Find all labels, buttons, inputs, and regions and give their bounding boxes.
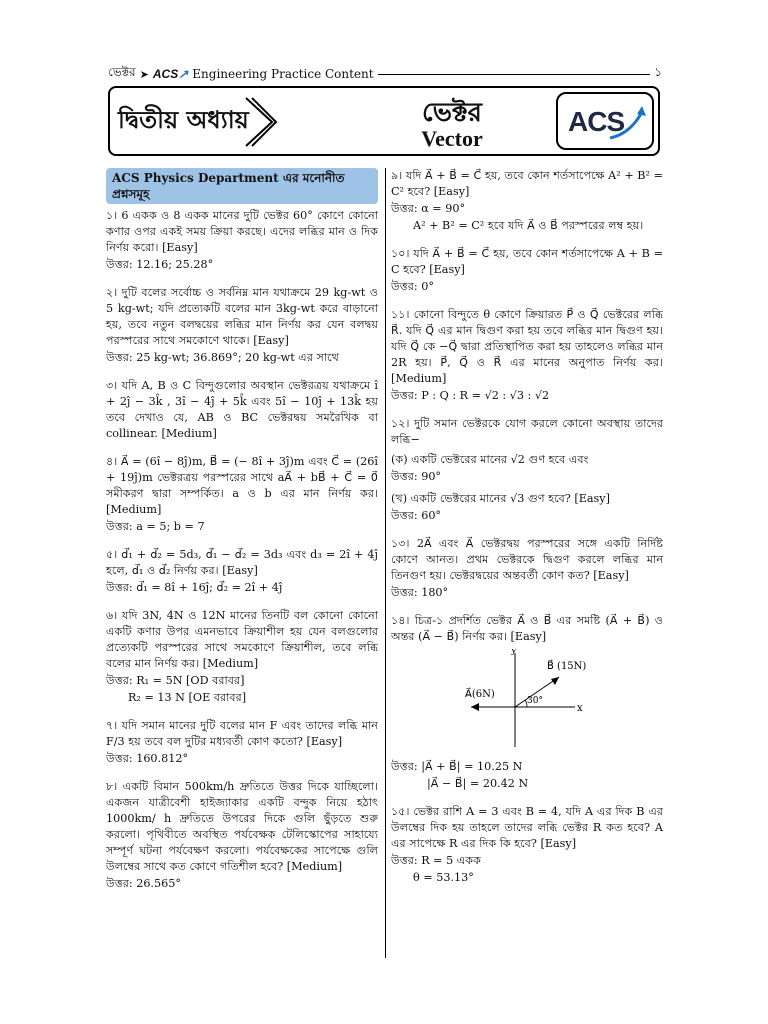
question-5 (106, 547, 378, 596)
running-header-chapter: ভেক্টর (108, 65, 136, 79)
answer-text: উত্তর: 160.812° (106, 752, 189, 765)
answer-text: উত্তর: R₁ = 5N [OD বরাবর] (106, 674, 245, 687)
page-number: ১ (654, 65, 662, 79)
question-13 (391, 536, 663, 601)
question-14 (391, 613, 663, 645)
x-axis-label: x (577, 703, 583, 714)
answer-text: উত্তর: 0° (391, 280, 434, 293)
question-12-part-b (391, 491, 663, 524)
chapter-title-english: Vector (421, 126, 483, 151)
answer-text-extra: θ = 53.13° (413, 871, 474, 884)
question-9 (391, 168, 663, 234)
question-12-part-a (391, 452, 663, 485)
vector-diagram (451, 649, 611, 749)
department-badge: ACS Physics Department এর মনোনীত প্রশ্নসমূহ (106, 168, 378, 204)
logo-swoosh-icon (558, 94, 654, 150)
question-11 (391, 307, 663, 404)
question-text: ৪। A⃗ = (6î − 8ĵ)m, B⃗ = (− 8î + 3ĵ)m এবং C⃗ = (26î + 19ĵ)m ভেক্টরত্রয় পরস্পরের সাথে aA⃗ + bB⃗ + C⃗ = 0⃗ সমীকরণ দ্বারা সম্পর্কিত। a ও b এর মান নির্ণয় কর। [Medium] (106, 455, 378, 516)
question-text: ৬। যদি 3N, 4N ও 12N মানের তিনটি বল কোনো কোনো একটি কণার উপর এমনভাবে ক্রিয়াশীল হয় যেন বলগুলোর প্রত্যেকটি পরস্পরের সাথে সমকোণে ক্রিয়াশীল, তবে লব্ধি বলের মান নির্ণয় কর। [Medium] (106, 609, 378, 670)
running-header (108, 66, 662, 82)
answer-text: উত্তর: R = 5 একক (391, 854, 481, 867)
question-text: ৩। যদি A, B ও C বিন্দুগুলোর অবস্থান ভেক্টরত্রয় যথাক্রমে î + 2ĵ − 3k̂ , 3î − 4ĵ + 5k̂ এবং 5î − 10ĵ + 13k̂ হয় তবে দেখাও যে, AB ও BC ভেক্টরদ্বয় সমরৈখিক বা collinear. [Medium] (106, 379, 378, 440)
running-header-title: Engineering Practice Content (192, 67, 374, 81)
question-text: ৫। d⃗₁ + d⃗₂ = 5d₃, d⃗₁ − d⃗₂ = 3d₃ এবং d₃ = 2î + 4ĵ হলে, d⃗₁ ও d⃗₂ নির্ণয় কর। [Easy] (106, 548, 378, 577)
answer-text-extra: |A⃗ − B⃗| = 20.42 N (427, 777, 529, 790)
answer-text: উত্তর: P : Q : R = √2 : √3 : √2 (391, 389, 550, 402)
header-rule (378, 74, 651, 75)
acs-logo-small-text: ACS (152, 67, 179, 81)
y-axis-label: y (511, 649, 517, 656)
angle-label: 30° (527, 696, 543, 706)
question-text: ১৪। চিত্র-১ প্রদর্শিত ভেক্টর A⃗ ও B⃗ এর সমষ্টি (A⃗ + B⃗) ও অন্তর (A⃗ − B⃗) নির্ণয় কর। [Easy] (391, 614, 663, 643)
acs-logo-small: ACS↗ (152, 67, 189, 81)
answer-text: উত্তর: 90° (391, 470, 442, 483)
answer-text: উত্তর: α = 90° (391, 202, 466, 215)
question-text: ৯। যদি A⃗ + B⃗ = C⃗ হয়, তবে কোন শর্তসাপেক্ষে A² + B² = C² হবে? [Easy] (391, 169, 663, 198)
question-3 (106, 378, 378, 442)
question-6 (106, 608, 378, 706)
answer-text: উত্তর: 26.565° (106, 877, 181, 890)
question-text: ১৫। ভেক্টর রাশি A = 3 এবং B = 4, যদি A এর দিক B এর উলম্বের দিক হয় তাহলে তাদের লব্ধি ভেক্টর R কত হবে? A এর সাপেক্ষে R এর দিক কি হবে? [Easy] (391, 805, 663, 850)
question-text: (ক) একটি ভেক্টরের মানের √2 গুণ হবে এবং (391, 453, 589, 466)
answer-text: উত্তর: 60° (391, 509, 442, 522)
question-text: ৮। একটি বিমান 500km/h দ্রুতিতে উত্তর দিকে যাচ্ছিলো। একজন যাত্রীবেশী হাইজ্যাকার একটি বন্দুক নিয়ে হঠাৎ 1000km/ h দ্রুতিতে উপরের দিকে গুলি ছুঁড়তে শুরু করলো। পৃথিবীতে অবস্থিত পর্যবেক্ষক টেলিস্কোপের সাহায্যে সম্পূর্ণ ঘটনা পর্যবেক্ষণ করলো। পর্যবেক্ষকের সাপেক্ষে গুলি উলম্বের সাথে কত কোণে গতিশীল হবে? [Medium] (106, 780, 378, 873)
answer-text: উত্তর: |A⃗ + B⃗| = 10.25 N (391, 760, 523, 773)
question-8 (106, 779, 378, 892)
vector-b-label: B⃗ (15N) (547, 661, 587, 672)
left-column (106, 168, 378, 904)
question-12 (391, 416, 663, 448)
question-1 (106, 208, 378, 273)
vector-b-arrowhead (551, 677, 559, 685)
question-14-answers (391, 759, 663, 792)
question-text: ২। দুটি বলের সর্বোচ্চ ও সর্বনিম্ন মান যথাক্রমে 29 kg-wt ও 5 kg-wt; যদি প্রত্যেকটি বলের মান 3kg-wt করে বাড়ানো হয়, তবে নতুন বলদ্বয়ের লব্ধির মান নির্ণয় কর যেন বলদ্বয় পরস্পরের সাথে সমকোণে থাকে। [Easy] (106, 286, 378, 347)
question-text: (খ) একটি ভেক্টরের মানের √3 গুণ হবে? [Easy] (391, 492, 610, 505)
question-text: ১। 6 একক ও 8 একক মানের দুটি ভেক্টর 60° কোণে কোনো কণার ওপর একই সময় ক্রিয়া করছে। এদের লব্ধির মান ও দিক নির্ণয় করো। [Easy] (106, 209, 378, 254)
question-text: ১১। কোনো বিন্দুতে θ কোণে ক্রিয়ারত P⃗ ও Q⃗ ভেক্টরের লব্ধি R⃗. যদি Q⃗ এর মান দ্বিগুণ করা হয় তবে লব্ধির মান দ্বিগুণ হয়। যদি Q⃗ কে −Q⃗ দ্বারা প্রতিস্থাপিত করা হয় তাহলেও লব্ধির মান 2R হয়। P⃗, Q⃗ ও R⃗ এর মানের অনুপাত নির্ণয় কর। [Medium] (391, 308, 663, 385)
question-text: ১০। যদি A⃗ + B⃗ = C⃗ হয়, তবে কোন শর্তসাপেক্ষে A + B = C হবে? [Easy] (391, 247, 663, 276)
question-15 (391, 804, 663, 886)
vector-a-arrowhead (471, 703, 479, 711)
right-column (391, 168, 663, 898)
acs-logo (556, 92, 654, 150)
question-text: ৭। যদি সমান মানের দুটি বলের মান F এবং তাদের লব্ধি মান F/3 হয় তবে বল দুটির মধ্যবর্তী কোণ কতো? [Easy] (106, 719, 378, 748)
answer-text: উত্তর: 12.16; 25.28° (106, 258, 214, 271)
answer-text-extra: R₂ = 13 N [OE বরাবর] (128, 691, 247, 704)
question-2 (106, 285, 378, 366)
vector-a-label: A⃗(6N) (465, 689, 495, 700)
question-7 (106, 718, 378, 767)
answer-text: উত্তর: d⃗₁ = 8î + 16ĵ; d⃗₂ = 2î + 4ĵ (106, 581, 283, 594)
chevron-icon (240, 94, 280, 150)
answer-text: উত্তর: a = 5; b = 7 (106, 520, 205, 533)
answer-text: উত্তর: 25 kg-wt; 36.869°; 20 kg-wt এর সাথে (106, 351, 339, 364)
acs-logo-text: ACS (568, 106, 625, 137)
column-divider (385, 168, 386, 958)
chevron-right-icon: ➤ (139, 67, 149, 81)
question-text: ১২। দুটি সমান ভেক্টরকে যোগ করলে কোনো অবস্থায় তাদের লব্ধি− (391, 417, 663, 446)
answer-text: উত্তর: 180° (391, 586, 449, 599)
question-10 (391, 246, 663, 295)
chapter-label: দ্বিতীয় অধ্যায় (118, 105, 249, 134)
question-4 (106, 454, 378, 535)
chapter-banner (108, 86, 660, 156)
chapter-title-bengali: ভেক্টর (422, 98, 482, 128)
question-text: ১৩। 2A⃗ এবং A⃗ ভেক্টরদ্বয় পরস্পরের সঙ্গে একটি নির্দিষ্ট কোণে আনত। প্রথম ভেক্টরকে দ্বিগুণ করলে লব্ধির মান তিনগুণ হয়। ভেক্টরদ্বয়ের অন্তবর্তী কোণ কত? [Easy] (391, 537, 663, 582)
answer-text-extra: A² + B² = C² হবে যদি A⃗ ও B⃗ পরস্পরের লম্ব হয়। (413, 219, 644, 232)
